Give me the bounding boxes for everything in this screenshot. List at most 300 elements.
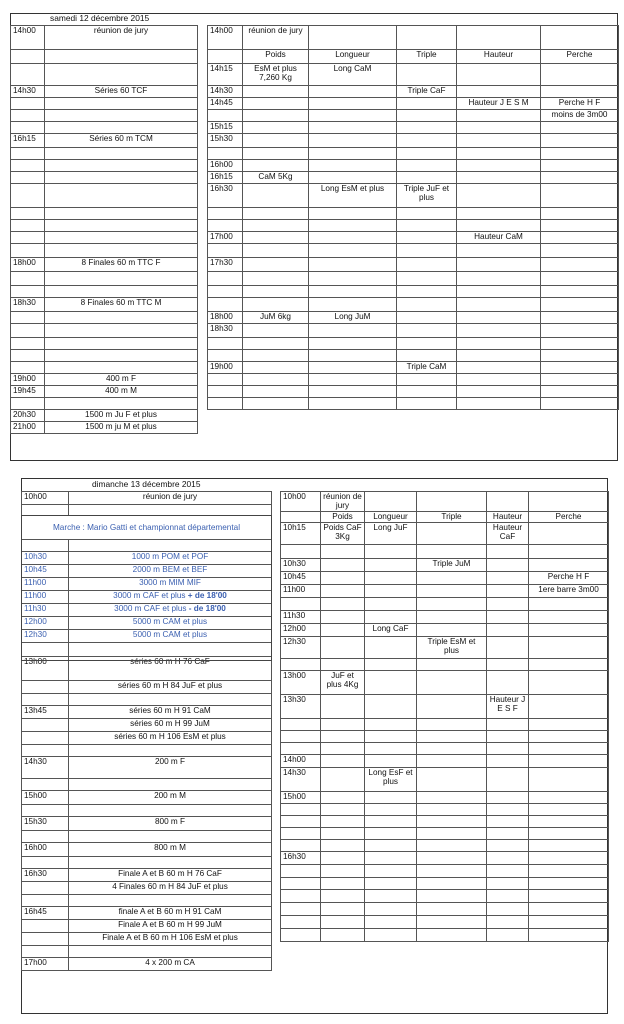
event-cell xyxy=(487,815,529,827)
event-cell xyxy=(45,64,198,86)
event-label: 4 x 200 m CA xyxy=(145,958,195,967)
event-cell: réunion de jury xyxy=(243,26,309,50)
field-row xyxy=(281,636,609,658)
event-cell xyxy=(397,148,457,160)
time-cell: 11h00 xyxy=(22,578,69,591)
time-cell xyxy=(22,831,69,843)
field-row xyxy=(281,827,609,839)
event-label: 8 Finales 60 m TTC F xyxy=(81,258,161,267)
track-row xyxy=(22,907,272,920)
time-cell xyxy=(11,362,45,374)
event-label: 8 Finales 60 m TTC M xyxy=(80,298,162,307)
event-cell xyxy=(309,272,397,286)
field-row xyxy=(208,350,619,362)
event-cell xyxy=(457,258,541,272)
event-cell xyxy=(417,492,487,512)
event-cell xyxy=(321,851,365,864)
time-cell xyxy=(281,730,321,742)
event-cell xyxy=(45,258,198,272)
event-cell xyxy=(243,122,309,134)
track-row xyxy=(11,398,198,410)
track-row xyxy=(11,374,198,386)
time-cell xyxy=(208,244,243,258)
event-cell xyxy=(529,902,609,915)
event-label: 200 m M xyxy=(154,791,186,800)
field-row xyxy=(281,902,609,915)
event-cell xyxy=(309,258,397,272)
time-cell: 16h30 xyxy=(208,184,243,208)
field-row xyxy=(208,110,619,122)
time-cell: 14h00 xyxy=(208,26,243,50)
event-cell xyxy=(487,827,529,839)
event-cell xyxy=(69,946,272,958)
event-cell xyxy=(365,839,417,851)
event-cell xyxy=(417,658,487,670)
field-row xyxy=(281,571,609,584)
event-cell xyxy=(529,718,609,730)
time-cell: 14h15 xyxy=(208,64,243,86)
event-cell xyxy=(321,658,365,670)
event-cell xyxy=(45,422,198,434)
time-cell xyxy=(22,643,69,657)
event-label: Séries 60 m TCM xyxy=(89,134,153,143)
track-row xyxy=(22,933,272,946)
saturday-field-table xyxy=(207,25,619,410)
event-cell: Perche xyxy=(529,511,609,522)
event-label: Finale A et B 60 m H 99 JuM xyxy=(118,920,222,929)
track-row xyxy=(22,719,272,732)
event-cell xyxy=(243,350,309,362)
track-row xyxy=(22,516,272,540)
event-cell xyxy=(417,877,487,889)
event-label: 5000 m CAM et plus xyxy=(132,630,208,639)
time-cell: 11h30 xyxy=(281,610,321,623)
sunday-track-table xyxy=(21,491,272,971)
field-row xyxy=(281,597,609,610)
event-cell: Poids xyxy=(243,50,309,64)
time-cell: 16h30 xyxy=(22,869,69,882)
time-cell xyxy=(11,148,45,160)
event-cell xyxy=(365,694,417,718)
time-cell xyxy=(208,286,243,298)
event-cell xyxy=(487,670,529,694)
time-cell: 10h00 xyxy=(22,492,69,505)
field-row xyxy=(281,815,609,827)
event-cell xyxy=(397,350,457,362)
event-cell xyxy=(69,565,272,578)
track-row xyxy=(22,946,272,958)
field-row xyxy=(208,386,619,398)
field-row xyxy=(281,889,609,902)
event-cell xyxy=(529,730,609,742)
event-cell xyxy=(321,839,365,851)
event-cell xyxy=(457,172,541,184)
event-cell xyxy=(541,374,619,386)
track-row xyxy=(22,857,272,869)
event-cell xyxy=(529,492,609,512)
event-cell xyxy=(417,889,487,902)
event-cell xyxy=(417,839,487,851)
event-cell xyxy=(417,815,487,827)
event-label: 800 m M xyxy=(154,843,186,852)
event-cell xyxy=(457,148,541,160)
event-cell xyxy=(365,864,417,877)
track-row xyxy=(22,882,272,895)
event-cell xyxy=(45,220,198,232)
event-cell xyxy=(309,350,397,362)
time-limit-label: + de 18'00 xyxy=(185,591,227,600)
time-cell: 14h30 xyxy=(22,757,69,779)
field-row xyxy=(281,791,609,803)
time-cell xyxy=(208,338,243,350)
time-cell xyxy=(208,220,243,232)
track-row xyxy=(11,26,198,50)
event-cell xyxy=(457,26,541,50)
time-cell xyxy=(11,64,45,86)
time-cell xyxy=(11,122,45,134)
time-cell xyxy=(11,220,45,232)
event-cell xyxy=(397,26,457,50)
event-cell xyxy=(365,902,417,915)
event-cell xyxy=(321,623,365,636)
event-cell xyxy=(45,350,198,362)
track-row xyxy=(22,505,272,516)
track-row xyxy=(11,184,198,208)
event-cell xyxy=(309,362,397,374)
event-cell xyxy=(397,272,457,286)
time-cell: 10h30 xyxy=(22,552,69,565)
event-cell xyxy=(69,681,272,694)
event-cell xyxy=(397,172,457,184)
event-cell xyxy=(45,134,198,148)
time-cell xyxy=(11,50,45,64)
sunday-field-table xyxy=(280,491,609,942)
event-cell xyxy=(541,298,619,312)
event-cell xyxy=(417,915,487,928)
time-cell xyxy=(11,244,45,258)
event-cell xyxy=(457,110,541,122)
event-cell xyxy=(397,208,457,220)
track-row xyxy=(11,272,198,286)
field-row xyxy=(208,398,619,410)
event-cell xyxy=(529,754,609,767)
event-cell xyxy=(365,670,417,694)
time-cell xyxy=(11,184,45,208)
track-row xyxy=(22,831,272,843)
time-cell: 14h00 xyxy=(281,754,321,767)
time-cell xyxy=(22,857,69,869)
time-cell: 10h45 xyxy=(281,571,321,584)
event-cell xyxy=(397,220,457,232)
time-cell: 10h30 xyxy=(281,558,321,571)
event-cell xyxy=(541,338,619,350)
time-cell xyxy=(11,398,45,410)
event-cell xyxy=(417,803,487,815)
event-cell xyxy=(487,558,529,571)
field-row xyxy=(208,298,619,312)
event-label: 800 m F xyxy=(154,817,186,826)
event-cell xyxy=(417,902,487,915)
event-cell xyxy=(321,694,365,718)
event-cell xyxy=(487,767,529,791)
event-cell xyxy=(365,791,417,803)
track-row xyxy=(22,565,272,578)
event-cell xyxy=(69,882,272,895)
event-cell xyxy=(487,791,529,803)
field-row xyxy=(281,492,609,512)
event-cell: Hauteur J E S F xyxy=(487,694,529,718)
event-cell xyxy=(541,172,619,184)
field-row xyxy=(281,694,609,718)
event-cell xyxy=(45,160,198,172)
time-cell: 14h45 xyxy=(208,98,243,110)
field-row xyxy=(208,208,619,220)
event-cell xyxy=(541,184,619,208)
event-cell xyxy=(309,148,397,160)
event-cell xyxy=(309,386,397,398)
event-cell xyxy=(45,386,198,398)
event-label: 1000 m POM et POF xyxy=(131,552,209,561)
event-cell: Triple xyxy=(417,511,487,522)
event-cell: Long JuF xyxy=(365,522,417,544)
track-row xyxy=(22,779,272,791)
event-cell xyxy=(529,839,609,851)
event-cell xyxy=(309,86,397,98)
event-cell xyxy=(69,617,272,630)
field-row xyxy=(281,928,609,941)
event-cell: Long JuM xyxy=(309,312,397,324)
event-cell xyxy=(417,694,487,718)
time-cell xyxy=(208,398,243,410)
time-limit-label: - de 18'00 xyxy=(186,604,226,613)
event-cell xyxy=(321,864,365,877)
time-cell xyxy=(281,839,321,851)
time-cell xyxy=(22,694,69,706)
event-cell xyxy=(309,298,397,312)
event-cell xyxy=(397,324,457,338)
event-cell xyxy=(243,232,309,244)
event-cell xyxy=(321,544,365,558)
time-cell xyxy=(22,895,69,907)
time-cell: 16h15 xyxy=(11,134,45,148)
track-row xyxy=(11,50,198,64)
event-cell xyxy=(321,827,365,839)
event-cell: moins de 3m00 xyxy=(541,110,619,122)
event-cell xyxy=(321,584,365,597)
event-cell xyxy=(321,815,365,827)
time-cell: 12h00 xyxy=(281,623,321,636)
time-cell: 18h00 xyxy=(11,258,45,272)
field-row xyxy=(208,244,619,258)
event-cell xyxy=(417,864,487,877)
event-cell xyxy=(365,889,417,902)
time-cell xyxy=(11,208,45,220)
field-row xyxy=(281,522,609,544)
event-label: 400 m M xyxy=(105,386,137,395)
event-cell xyxy=(457,160,541,172)
event-cell xyxy=(487,877,529,889)
field-row xyxy=(208,232,619,244)
event-cell xyxy=(243,86,309,98)
track-row xyxy=(22,540,272,552)
event-cell: Poids xyxy=(321,511,365,522)
event-cell xyxy=(541,312,619,324)
event-cell xyxy=(321,742,365,754)
track-row xyxy=(11,148,198,160)
event-label: séries 60 m H 106 EsM et plus xyxy=(114,732,226,741)
event-cell xyxy=(243,184,309,208)
event-cell xyxy=(309,122,397,134)
field-row xyxy=(208,98,619,110)
event-cell xyxy=(541,208,619,220)
time-cell: 18h30 xyxy=(208,324,243,338)
event-cell xyxy=(541,244,619,258)
event-cell xyxy=(457,298,541,312)
event-cell xyxy=(417,597,487,610)
event-cell xyxy=(321,791,365,803)
event-cell xyxy=(45,398,198,410)
event-cell xyxy=(45,148,198,160)
time-cell xyxy=(281,902,321,915)
time-cell xyxy=(22,805,69,817)
event-cell xyxy=(309,398,397,410)
field-row xyxy=(208,26,619,50)
event-cell xyxy=(397,312,457,324)
field-row xyxy=(208,148,619,160)
event-cell xyxy=(365,827,417,839)
time-cell xyxy=(208,50,243,64)
time-cell xyxy=(208,110,243,122)
event-cell: JuM 6kg xyxy=(243,312,309,324)
event-cell xyxy=(541,232,619,244)
field-row xyxy=(208,362,619,374)
event-cell xyxy=(243,362,309,374)
track-row xyxy=(11,172,198,184)
time-cell xyxy=(208,208,243,220)
event-cell xyxy=(541,286,619,298)
event-cell xyxy=(309,110,397,122)
event-cell xyxy=(417,730,487,742)
track-row xyxy=(11,386,198,398)
track-row xyxy=(11,220,198,232)
event-cell xyxy=(365,815,417,827)
saturday-title: samedi 12 décembre 2015 xyxy=(50,13,150,23)
event-cell xyxy=(321,767,365,791)
event-cell xyxy=(529,558,609,571)
event-label: 1500 m Ju F et plus xyxy=(85,410,157,419)
event-cell xyxy=(487,742,529,754)
event-cell xyxy=(487,839,529,851)
event-cell xyxy=(541,386,619,398)
event-cell xyxy=(397,374,457,386)
event-cell xyxy=(321,915,365,928)
event-cell xyxy=(309,324,397,338)
event-cell xyxy=(45,172,198,184)
track-row xyxy=(22,617,272,630)
event-cell xyxy=(309,208,397,220)
track-row xyxy=(22,578,272,591)
time-cell xyxy=(281,928,321,941)
event-cell xyxy=(45,122,198,134)
time-cell xyxy=(11,286,45,298)
event-cell xyxy=(541,350,619,362)
sunday-title: dimanche 13 décembre 2015 xyxy=(92,479,201,489)
event-cell xyxy=(397,244,457,258)
event-cell xyxy=(365,544,417,558)
event-cell xyxy=(309,172,397,184)
event-cell xyxy=(365,877,417,889)
track-row xyxy=(11,86,198,98)
event-cell xyxy=(529,791,609,803)
event-label: 3000 m MIM MIF xyxy=(139,578,201,587)
time-cell xyxy=(281,877,321,889)
time-cell xyxy=(11,172,45,184)
field-row xyxy=(208,312,619,324)
event-cell xyxy=(69,630,272,643)
event-cell: Triple CaF xyxy=(397,86,457,98)
track-row xyxy=(11,208,198,220)
event-cell xyxy=(243,98,309,110)
track-row xyxy=(22,552,272,565)
time-cell: 19h45 xyxy=(11,386,45,398)
event-cell xyxy=(397,386,457,398)
track-row xyxy=(11,98,198,110)
event-label: 5000 m CAM et plus xyxy=(132,617,208,626)
event-label: 1500 m ju M et plus xyxy=(85,422,157,431)
event-label: Séries 60 TCF xyxy=(94,86,148,95)
time-cell xyxy=(22,540,69,552)
event-cell xyxy=(243,386,309,398)
field-row xyxy=(208,286,619,298)
track-row xyxy=(11,350,198,362)
event-cell xyxy=(417,851,487,864)
event-cell xyxy=(417,791,487,803)
event-label: Finale A et B 60 m H 106 EsM et plus xyxy=(102,933,238,942)
event-cell xyxy=(243,272,309,286)
event-cell xyxy=(457,398,541,410)
event-cell xyxy=(487,915,529,928)
event-cell: Hauteur xyxy=(457,50,541,64)
event-cell xyxy=(487,928,529,941)
event-cell xyxy=(243,374,309,386)
event-cell xyxy=(321,902,365,915)
event-label: finale A et B 60 m H 91 CaM xyxy=(118,907,222,916)
event-cell xyxy=(529,742,609,754)
track-row xyxy=(22,869,272,882)
event-cell xyxy=(457,312,541,324)
event-cell xyxy=(457,208,541,220)
track-row xyxy=(22,681,272,694)
field-row xyxy=(208,86,619,98)
time-cell xyxy=(22,946,69,958)
event-cell xyxy=(365,492,417,512)
event-cell xyxy=(69,817,272,831)
event-cell xyxy=(457,86,541,98)
event-cell xyxy=(365,597,417,610)
event-cell xyxy=(417,742,487,754)
event-cell xyxy=(487,571,529,584)
event-cell xyxy=(541,86,619,98)
time-cell: 17h00 xyxy=(22,958,69,971)
field-row xyxy=(281,718,609,730)
event-cell xyxy=(457,272,541,286)
event-cell xyxy=(321,597,365,610)
track-row xyxy=(11,122,198,134)
time-cell: 18h30 xyxy=(11,298,45,312)
event-cell xyxy=(69,831,272,843)
time-cell xyxy=(281,803,321,815)
event-cell xyxy=(529,636,609,658)
